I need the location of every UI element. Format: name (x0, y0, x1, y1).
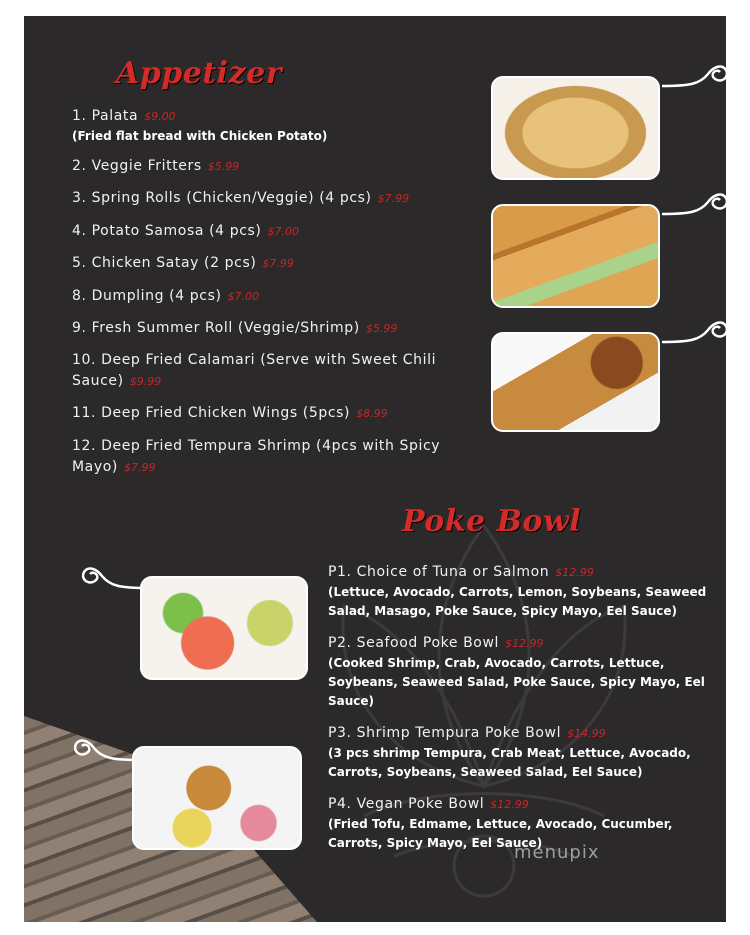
swirl-ornament-icon (660, 312, 726, 346)
item-description: (Fried flat bread with Chicken Potato) (72, 129, 328, 143)
spring-roll-photo (491, 204, 660, 308)
item-description: (Cooked Shrimp, Crab, Avocado, Carrots, Lettuce, Soybeans, Seaweed Salad, Poke Sauce, Spicy Mayo, Eel Sauce) (328, 656, 705, 708)
item-price: $12.99 (490, 798, 529, 811)
palata-photo (491, 76, 660, 180)
menu-item (328, 723, 708, 782)
menu-item (328, 562, 708, 621)
menu-item (72, 436, 487, 478)
item-price: $8.99 (356, 407, 388, 420)
item-name: P1. Choice of Tuna or Salmon (328, 564, 550, 580)
item-name: 5. Chicken Satay (2 pcs) (72, 255, 257, 271)
item-price: $7.99 (123, 461, 156, 474)
item-price: $9.99 (129, 375, 162, 388)
item-price: $5.99 (207, 160, 240, 173)
item-name: P2. Seafood Poke Bowl (328, 635, 500, 651)
item-name: 11. Deep Fried Chicken Wings (5pcs) (72, 405, 351, 421)
poke-shrimp-tempura-photo (132, 746, 302, 850)
item-description: (Lettuce, Avocado, Carrots, Lemon, Soybeans, Seaweed Salad, Masago, Poke Sauce, Spicy Mayo, Eel Sauce) (328, 585, 707, 618)
menu-item (72, 221, 299, 242)
item-name: 3. Spring Rolls (Chicken/Veggie) (4 pcs) (72, 190, 372, 206)
item-name: 4. Potato Samosa (4 pcs) (72, 223, 262, 239)
menu-item (72, 403, 388, 424)
menu-page (24, 16, 726, 922)
swirl-ornament-icon (660, 56, 726, 90)
item-price: $12.99 (505, 637, 544, 650)
item-name: 8. Dumpling (4 pcs) (72, 288, 222, 304)
item-name: 10. Deep Fried Calamari (Serve with Sweet Chili Sauce) (72, 352, 437, 389)
item-name: 1. Palata (72, 108, 139, 124)
menu-item (72, 286, 259, 307)
item-price: $7.00 (227, 290, 260, 303)
item-price: $7.99 (262, 257, 294, 270)
item-price: $5.99 (365, 322, 398, 335)
menu-item (72, 106, 472, 146)
item-name: P3. Shrimp Tempura Poke Bowl (328, 725, 562, 741)
item-price: $14.99 (567, 727, 606, 740)
swirl-ornament-icon (660, 184, 726, 218)
item-price: $7.00 (267, 225, 299, 238)
item-description: (3 pcs shrimp Tempura, Crab Meat, Lettuce, Avocado, Carrots, Soybeans, Seaweed Salad, Eel Sauce) (328, 746, 691, 779)
menu-item (328, 633, 708, 711)
item-name: 12. Deep Fried Tempura Shrimp (4pcs with Spicy Mayo) (72, 438, 441, 475)
menu-item (72, 350, 477, 392)
menupix-watermark: menupix (514, 842, 600, 863)
item-name: 9. Fresh Summer Roll (Veggie/Shrimp) (72, 320, 360, 336)
menu-item (72, 188, 409, 209)
menu-item (72, 156, 239, 177)
chicken-satay-photo (491, 332, 660, 432)
menu-item (72, 253, 294, 274)
item-price: $12.99 (555, 566, 594, 579)
item-price: $7.99 (377, 192, 410, 205)
appetizer-heading: Appetizer (116, 56, 282, 91)
item-price: $9.00 (144, 110, 176, 123)
item-name: 2. Veggie Fritters (72, 158, 202, 174)
item-name: P4. Vegan Poke Bowl (328, 796, 485, 812)
poke-tuna-salmon-photo (140, 576, 308, 680)
menu-item (72, 318, 397, 339)
item-description: (Fried Tofu, Edmame, Lettuce, Avocado, Cucumber, Carrots, Spicy Mayo, Eel Sauce) (328, 817, 673, 850)
poke-bowl-heading: Poke Bowl (402, 504, 582, 539)
